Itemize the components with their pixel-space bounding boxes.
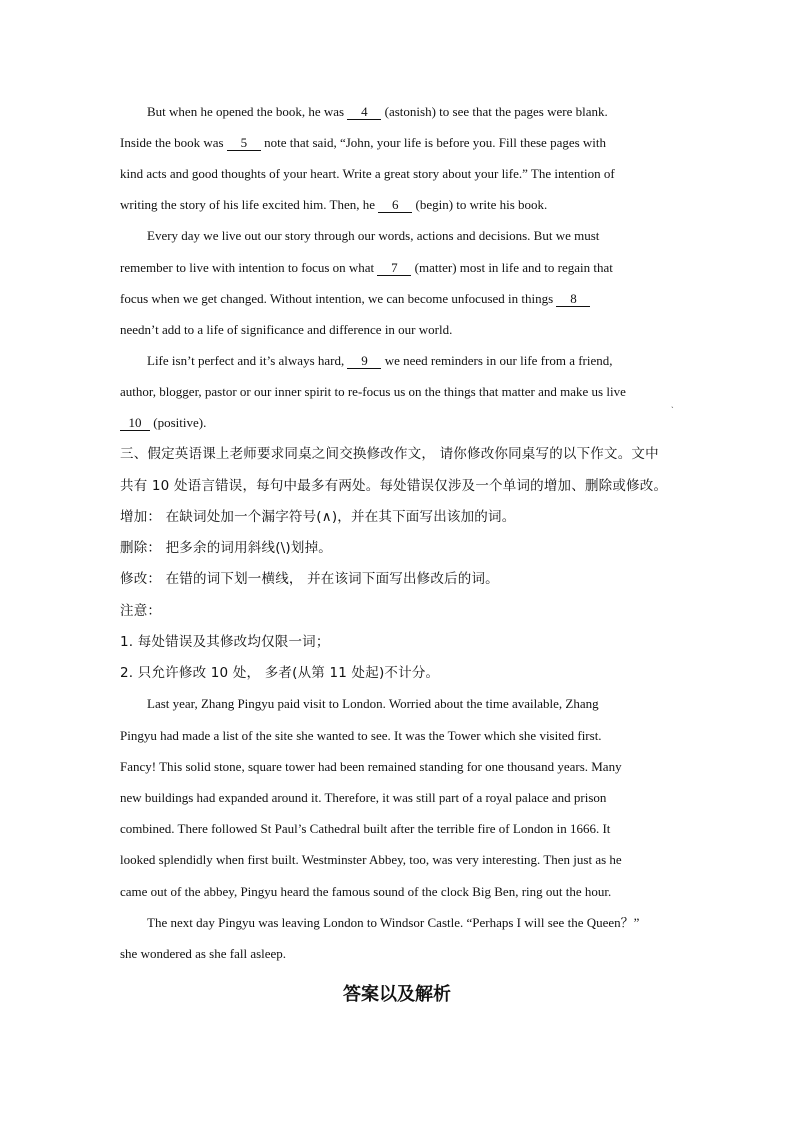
passage-line: author, blogger, pastor or our inner spirit to re-focus us on the things that matter and make us live: [120, 384, 626, 399]
passage-line: focus when we get changed. Without intention, we can become unfocused in things 8: [120, 291, 675, 307]
blank-9[interactable]: 9: [347, 354, 381, 369]
essay-line: she wondered as she fall asleep.: [120, 946, 287, 961]
note-label: 注意：: [120, 603, 162, 619]
essay-line: The next day Pingyu was leaving London to Windsor Castle. “Perhaps I will see the Queen？”: [147, 915, 640, 930]
essay-line: Pingyu had made a list of the site she wanted to see. It was the Tower which she visited first.: [120, 728, 602, 743]
blank-6[interactable]: 6: [378, 198, 412, 213]
passage-line: kind acts and good thoughts of your heart. Write a great story about your life.” The intention of: [120, 166, 615, 181]
passage-line: Inside the book was 5 note that said, “John, your life is before you. Fill these pages with: [120, 135, 607, 150]
essay-line: new buildings had expanded around it. Therefore, it was still part of a royal palace and prison: [120, 790, 607, 805]
passage-line: remember to live with intention to focus on what 7 (matter) most in life and to regain that: [120, 260, 613, 275]
essay-line: Fancy! This solid stone, square tower had been remained standing for one thousand years. Many: [120, 759, 622, 774]
essay-line: looked splendidly when first built. Westminster Abbey, too, was very interesting. Then just as he: [120, 852, 622, 867]
stray-mark: ˏ: [671, 399, 674, 408]
blank-7[interactable]: 7: [377, 261, 411, 276]
passage-line: But when he opened the book, he was 4 (astonish) to see that the pages were blank.: [147, 104, 608, 119]
passage-line: writing the story of his life excited him. Then, he 6 (begin) to write his book.: [120, 197, 548, 212]
passage-line: 10 (positive).: [120, 415, 675, 431]
note-item: 2. 只允许修改 10 处， 多者(从第 11 处起)不计分。: [120, 665, 440, 681]
essay-line: came out of the abbey, Pingyu heard the famous sound of the clock Big Ben, ring out the hour.: [120, 884, 612, 899]
blank-8[interactable]: 8: [556, 292, 590, 307]
essay-line: Last year, Zhang Pingyu paid visit to London. Worried about the time available, Zhang: [147, 696, 599, 711]
passage-line: Every day we live out our story through our words, actions and decisions. But we must: [147, 228, 600, 243]
passage-line: Life isn’t perfect and it’s always hard, 9 we need reminders in our life from a friend,: [147, 353, 613, 368]
essay-line: combined. There followed St Paul’s Cathedral built after the terrible fire of London in 1666. It: [120, 821, 611, 836]
note-item: 1. 每处错误及其修改均仅限一词；: [120, 634, 330, 650]
section-heading: 三、假定英语课上老师要求同桌之间交换修改作文， 请你修改你同桌写的以下作文。文中: [120, 446, 659, 462]
rule-modify: 修改： 在错的词下划一横线， 并在该词下面写出修改后的词。: [120, 571, 499, 587]
blank-5[interactable]: 5: [227, 136, 261, 151]
blank-10[interactable]: 10: [120, 416, 150, 431]
passage-line: needn’t add to a life of significance and difference in our world.: [120, 322, 453, 337]
answer-title: 答案以及解析: [343, 984, 451, 1005]
rule-add: 增加： 在缺词处加一个漏字符号(∧)，并在其下面写出该加的词。: [120, 509, 516, 525]
blank-4[interactable]: 4: [347, 105, 381, 120]
rule-delete: 删除： 把多余的词用斜线(\)划掉。: [120, 540, 332, 556]
section-heading: 共有 10 处语言错误，每句中最多有两处。每处错误仅涉及一个单词的增加、删除或修改。: [120, 478, 668, 494]
